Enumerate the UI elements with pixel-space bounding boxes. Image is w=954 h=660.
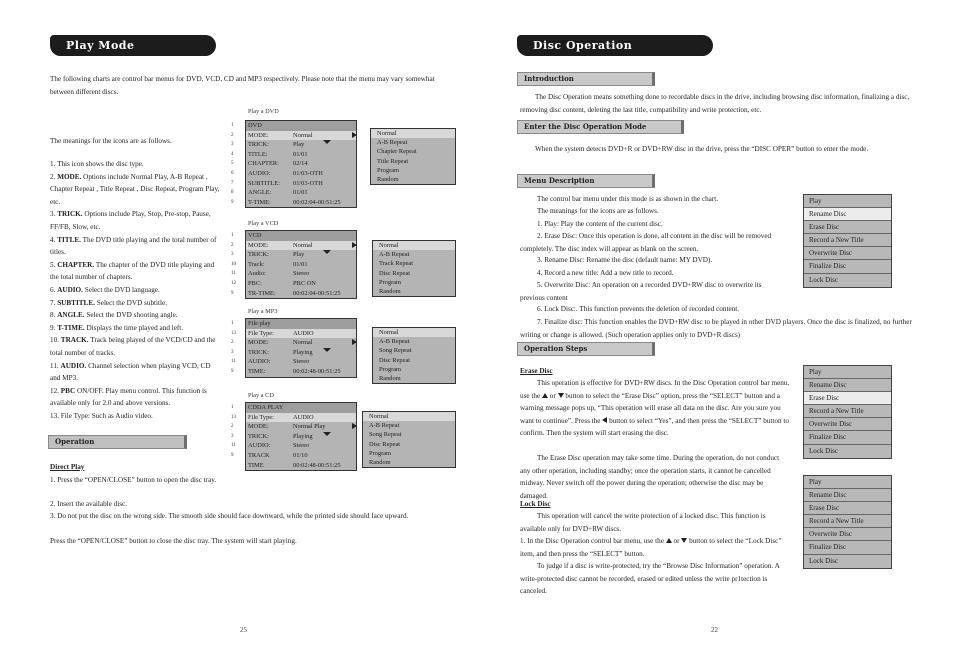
menu-callout-number: 5	[231, 161, 234, 167]
disc-type-label: VCD	[248, 232, 262, 239]
meaning-term: T-TIME.	[57, 323, 85, 332]
menu-row-key: TRICK:	[248, 251, 269, 259]
menu-desc-line-9-text: 7. Finalize disc: This function enables the DVD+RW disc to be played in other DVD players. Once the disc is finalized, no further writing or change is allowed. (Such operation applies only to DVD+R discs)	[520, 318, 912, 339]
icon-meaning-item	[50, 322, 222, 335]
disc-operation-menu	[803, 365, 892, 459]
menu-callout-number: 1	[231, 123, 234, 128]
direct-play-step-2: 2. Insert the available disc.	[50, 500, 128, 508]
menu-callout-number: 1	[231, 405, 234, 410]
menu-row-key: AUDIO:	[248, 442, 271, 450]
meaning-number: 12.	[50, 386, 59, 395]
meaning-number: 6.	[50, 285, 56, 294]
lock-text-a: This operation will cancel the write protection of a locked disc. This function is available only for DVD+RW discs.	[520, 512, 766, 533]
menu-desc-line-6: 4. Record a new title: Add a new title to record.	[537, 269, 674, 277]
meaning-term: CHAPTER.	[57, 260, 95, 269]
icon-meaning-item	[50, 309, 222, 322]
meaning-number: 1.	[50, 160, 56, 168]
menu-callout-number: 2	[231, 242, 234, 248]
menu-row-value: Playing	[293, 348, 313, 356]
meaning-text: Displays the time played and left.	[86, 323, 184, 332]
meaning-text: The chapter of the DVD title playing and the total number of chapters.	[50, 260, 215, 282]
enter-mode-body: When the system detects DVD+R or DVD+RW disc in the drive, press the “DISC OPER” button to enter the mode.	[535, 145, 869, 153]
menu-row[interactable]	[246, 289, 356, 299]
mode-option[interactable]: A-B Repeat	[369, 422, 400, 430]
meaning-text: The DVD title playing and the total number of titles.	[50, 235, 217, 257]
menu-desc-line-1: The control bar menu under this mode is as shown in the chart.	[537, 195, 719, 203]
menu-row-key: TRICK:	[248, 348, 269, 356]
mode-option[interactable]: Random	[379, 287, 401, 295]
disc-menu-item[interactable]: Play	[804, 366, 891, 379]
dvd-mode-options	[370, 128, 456, 185]
meaning-number: 5.	[50, 260, 56, 269]
meaning-term: TRACK.	[60, 336, 89, 345]
operation-steps-header: Operation Steps	[517, 342, 655, 356]
mode-option[interactable]: Normal	[371, 129, 455, 138]
menu-callout-number: 2	[231, 424, 234, 430]
disc-menu-item[interactable]: Overwrite Disc	[804, 528, 891, 541]
meaning-number: 10.	[50, 336, 59, 345]
menu-desc-line-7-text: 5. Overwrite Disc: An operation on a recorded DVD+RW disc to overwrite its previous content	[520, 281, 762, 302]
menu-callout-number: 2	[231, 132, 234, 138]
mode-option[interactable]: Program	[377, 166, 400, 174]
introduction-header: Introduction	[517, 72, 655, 86]
icon-meaning-item	[50, 334, 222, 359]
menu-row-key: TIME	[248, 461, 264, 469]
menu-row-key: MODE:	[248, 241, 269, 249]
meaning-term: AUDIO.	[60, 361, 87, 370]
dvd-disc-type-row	[246, 121, 356, 131]
meaning-text: Select the DVD subtitle.	[96, 298, 168, 307]
mp3-mode-options	[372, 327, 456, 384]
mode-option[interactable]: Random	[377, 175, 399, 183]
mode-option[interactable]: Disc Repeat	[379, 269, 411, 277]
menu-callout-number: 11	[231, 271, 236, 277]
menu-row[interactable]	[246, 461, 356, 471]
enter-mode-header: Enter the Disc Operation Mode	[517, 120, 684, 134]
lock-disc-para-2	[520, 535, 790, 560]
disc-menu-item[interactable]: Overwrite Disc	[804, 247, 891, 260]
play-mode-banner: Play Mode	[50, 35, 216, 56]
menu-row[interactable]	[246, 432, 356, 442]
erase-text-a: This operation is effective for DVD+RW discs. In the Disc Operation control bar menu, use the	[520, 379, 790, 400]
down-arrow-icon[interactable]	[323, 432, 331, 436]
menu-callout-number: 13	[231, 330, 236, 336]
menu-row[interactable]	[246, 260, 356, 270]
mode-option[interactable]: A-B Repeat	[377, 139, 408, 147]
menu-callout-number: 4	[231, 151, 234, 157]
menu-callout-number: 6	[231, 171, 234, 176]
menu-row-key: File Type:	[248, 413, 274, 421]
menu-row-key: MODE:	[248, 339, 269, 347]
menu-row[interactable]	[246, 198, 356, 208]
menu-row-key: MODE:	[248, 423, 269, 431]
menu-row[interactable]	[246, 179, 356, 189]
down-arrow-icon[interactable]	[323, 140, 331, 144]
down-arrow-icon[interactable]	[323, 348, 331, 352]
direct-play-step-4: Press the “OPEN/CLOSE” button to close the disc tray. The system will start playing.	[50, 537, 297, 545]
disc-menu-item[interactable]: Rename Disc	[804, 208, 891, 221]
meaning-text: Select the DVD shooting angle.	[86, 311, 178, 320]
mode-option[interactable]: Song Repeat	[379, 347, 412, 355]
menu-row-key: TITLE:	[248, 150, 268, 158]
mode-option[interactable]: Disc Repeat	[369, 440, 401, 448]
operation-section-header: Operation	[48, 435, 187, 449]
vcd-mode-options	[372, 240, 456, 297]
menu-callout-number: 9	[231, 453, 234, 458]
mode-option[interactable]: A-B Repeat	[379, 251, 410, 259]
mode-option[interactable]: Normal	[363, 412, 455, 421]
disc-menu-item[interactable]: Finalize Disc	[804, 431, 891, 444]
menu-row-key: TRICK:	[248, 432, 269, 440]
play-mode-intro: The following charts are control bar menus for DVD, VCD, CD and MP3 respectively. Please note that the menu may vary somewhat between different discs.	[50, 75, 435, 96]
menu-row[interactable]	[246, 338, 356, 348]
meaning-number: 3.	[50, 210, 56, 219]
menu-callout-number: 11	[231, 359, 236, 365]
mode-option[interactable]: Program	[379, 365, 402, 373]
menu-description-header: Menu Description	[517, 174, 655, 188]
meaning-text: Options include Play, Stop, Pre-stop, Pause, FF/FB, Slow, etc.	[50, 210, 211, 231]
menu-desc-line-9	[520, 316, 912, 341]
menu-row-value: 02/14	[293, 160, 308, 168]
meaning-text: Channel selection when playing VCD, CD and MP3.	[50, 361, 211, 383]
mode-option[interactable]: Track Repeat	[379, 260, 414, 268]
disc-operation-banner: Disc Operation	[517, 35, 713, 56]
erase-warning-paragraph	[520, 452, 790, 502]
meaning-term: TRICK.	[57, 210, 83, 219]
menu-row-key: AUDIO:	[248, 358, 271, 366]
menu-callout-number: 10	[231, 261, 236, 267]
menu-callout-number: 9	[231, 290, 234, 296]
menu-callout-number: 12	[231, 281, 236, 286]
vcd-disc-type-row	[246, 231, 356, 241]
cd-control-bar	[245, 402, 357, 471]
disc-operation-menu	[803, 194, 892, 288]
menu-row-key: TRICK:	[248, 141, 269, 149]
meaning-term: PBC	[60, 386, 76, 395]
menu-row[interactable]	[246, 250, 356, 260]
menu-row[interactable]	[246, 441, 356, 451]
menu-callout-number: 3	[231, 433, 234, 439]
menu-row-value: Stereo	[293, 270, 310, 278]
mode-option[interactable]: Normal	[373, 241, 455, 250]
meaning-text: Options include Normal Play, A-B Repeat , Chapter Repeat , Title Repeat , Disc Repeat, Program Play, etc.	[50, 172, 220, 206]
disc-menu-item[interactable]: Lock Disc	[809, 275, 838, 284]
menu-row-value: Stereo	[293, 442, 310, 450]
menu-row-key: AUDIO:	[248, 169, 271, 177]
mode-option[interactable]: Disc Repeat	[379, 356, 411, 364]
meaning-number: 7.	[50, 298, 56, 307]
disc-menu-item[interactable]: Record a New Title	[804, 405, 891, 418]
icon-meaning-item	[50, 171, 222, 209]
meaning-text: Select the DVD language.	[84, 285, 160, 294]
menu-callout-number: 1	[231, 321, 234, 326]
menu-row-key: Track:	[248, 260, 265, 268]
right-arrow-icon[interactable]	[352, 132, 357, 138]
menu-callout-number: 13	[231, 414, 236, 420]
direct-play-step-1: 1. Press the “OPEN/CLOSE” button to open the disc tray.	[50, 476, 217, 484]
erase-text-b: button to select the “Erase Disc” option, press the “SELECT” button and a warning message pops up, “This operation will erase all data on the disc. Are you sure you want to continue”.	[520, 391, 781, 425]
menu-row-value: 00:02:48-00:51:25	[293, 461, 341, 469]
menu-row[interactable]	[246, 413, 356, 423]
cd-mode-options	[362, 411, 456, 468]
down-arrow-icon	[681, 538, 687, 543]
mp3-disc-type-row	[246, 319, 356, 329]
menu-row-key: Audio:	[248, 270, 266, 278]
menu-row[interactable]	[246, 357, 356, 367]
lock-disc-para-1	[520, 510, 790, 535]
mode-option[interactable]: Normal	[373, 328, 455, 337]
menu-callout-number: 11	[231, 443, 236, 449]
meaning-number: 2.	[50, 172, 56, 181]
menu-callout-number: 9	[231, 369, 234, 374]
mp3-menu-title: Play a MP3	[248, 308, 278, 315]
menu-row-key: T-TIME:	[248, 198, 271, 206]
menu-row-value: Normal	[293, 241, 313, 249]
mode-option[interactable]: Song Repeat	[369, 431, 402, 439]
disc-menu-item[interactable]: Rename Disc	[804, 379, 891, 392]
disc-menu-item[interactable]: Erase Disc	[804, 392, 891, 405]
vcd-control-bar	[245, 230, 357, 299]
disc-menu-item[interactable]: Lock Disc	[809, 446, 838, 455]
right-arrow-icon[interactable]	[352, 339, 357, 345]
menu-row[interactable]	[246, 150, 356, 160]
erase-disc-paragraph	[520, 377, 790, 440]
menu-row[interactable]	[246, 422, 356, 432]
menu-row-value: Play	[293, 141, 305, 149]
disc-type-label: DVD	[248, 122, 262, 129]
menu-row[interactable]	[246, 131, 356, 141]
meaning-term: ANGLE.	[57, 311, 85, 320]
dvd-menu-title: Play a DVD	[248, 108, 279, 115]
down-arrow-icon[interactable]	[323, 250, 331, 254]
meaning-term: TITLE.	[57, 235, 81, 244]
up-arrow-icon	[666, 538, 672, 543]
menu-row-key: PBC:	[248, 279, 262, 287]
menu-row-value: 01/10	[293, 451, 308, 459]
mode-option[interactable]: Random	[369, 458, 391, 466]
icon-meaning-item	[50, 208, 222, 233]
menu-row[interactable]	[246, 367, 356, 377]
mode-option[interactable]: Random	[379, 374, 401, 382]
down-arrow-icon	[558, 393, 564, 398]
icon-meaning-item	[50, 360, 222, 385]
menu-row-key: TR-TIME:	[248, 289, 276, 297]
menu-row[interactable]	[246, 169, 356, 179]
mode-option[interactable]: A-B Repeat	[379, 338, 410, 346]
disc-menu-item[interactable]: Erase Disc	[804, 221, 891, 234]
erase-warning-text: The Erase Disc operation may take some time. During the operation, do not conduct any other operation, including standby; once the operation starts, it cannot be cancelled midway. Never switch off the power during the operation; otherwise the disc may be damaged.	[520, 454, 780, 500]
disc-menu-item[interactable]: Erase Disc	[804, 502, 891, 515]
right-arrow-icon[interactable]	[352, 423, 357, 429]
icon-meaning-item	[50, 410, 222, 423]
meaning-term: SUBTITLE.	[57, 298, 95, 307]
meaning-text: Track being played of the VCD/CD and the total number of tracks.	[50, 336, 216, 357]
erase-disc-title: Erase Disc	[520, 367, 553, 375]
cd-disc-type-row	[246, 403, 356, 413]
menu-row-value: 01/03-OTH	[293, 169, 323, 177]
erase-text-c: Press the	[574, 416, 601, 425]
introduction-text	[520, 91, 910, 116]
menu-callout-number: 3	[231, 142, 234, 148]
mode-option[interactable]: Program	[379, 278, 402, 286]
disc-menu-item[interactable]: Finalize Disc	[804, 260, 891, 273]
menu-row-value: Normal Play	[293, 423, 326, 431]
menu-row-key: TRACK	[248, 451, 270, 459]
menu-row-value: 01/01	[293, 260, 308, 268]
menu-row-value: 01/01	[293, 150, 308, 158]
meanings-intro: The meanings for the icons are as follows.	[50, 137, 172, 145]
menu-row[interactable]	[246, 241, 356, 251]
disc-operation-menu	[803, 475, 892, 569]
up-arrow-icon	[542, 393, 548, 398]
meaning-text: File Type: Such as Audio video.	[60, 411, 153, 420]
icon-meaning-item	[50, 259, 222, 284]
menu-row[interactable]	[246, 329, 356, 339]
meaning-text: ON/OFF. Play menu control. This function is available only for 2.0 and above versions.	[50, 386, 207, 408]
menu-row-key: TIME:	[248, 367, 266, 375]
meaning-number: 4.	[50, 235, 56, 244]
menu-row-key: ANGLE:	[248, 189, 272, 197]
lock-text-c: button to select the “Lock Disc” item, and then press the “SELECT” button.	[520, 537, 782, 558]
menu-row[interactable]	[246, 451, 356, 461]
menu-row[interactable]	[246, 140, 356, 150]
icon-meanings-list	[50, 158, 222, 422]
mp3-control-bar	[245, 318, 357, 378]
menu-row-key: CHAPTER:	[248, 160, 279, 168]
menu-desc-line-4-text: 2. Erase Disc: Once this operation is done, all content in the disc will be removed completely. The disc index will appear as blank on the screen.	[520, 232, 772, 253]
menu-desc-line-8: 6. Lock Disc:. This function prevents the deletion of recorded content.	[537, 305, 740, 313]
icon-meaning-item	[50, 385, 222, 410]
meaning-number: 8.	[50, 311, 56, 320]
menu-row[interactable]	[246, 279, 356, 289]
meaning-number: 13.	[50, 411, 59, 420]
menu-row[interactable]	[246, 159, 356, 169]
introduction-body: The Disc Operation means something done to recordable discs in the drive, including browsing disc information, finalizing a disc, removing disc content, deleting the last title, compatibility and write protection, etc.	[520, 93, 910, 114]
disc-type-label: File play	[248, 320, 271, 327]
menu-row-value: 00:02:04-00:51:25	[293, 289, 341, 297]
meaning-number: 11.	[50, 361, 59, 370]
disc-menu-item[interactable]: Play	[804, 195, 891, 208]
disc-menu-item[interactable]: Record a New Title	[804, 234, 891, 247]
menu-row-value: 00:02:48-00:51:25	[293, 367, 341, 375]
menu-desc-line-2: The meanings for the icons are as follows.	[537, 207, 659, 215]
menu-callout-number: 2	[231, 340, 234, 346]
meaning-term: AUDIO.	[57, 285, 83, 294]
dvd-control-bar	[245, 120, 357, 208]
mode-option[interactable]: Chapter Repeat	[377, 148, 417, 156]
disc-menu-item[interactable]: Record a New Title	[804, 515, 891, 528]
meaning-term: MODE.	[57, 172, 82, 181]
menu-row-value: 00:02:04-00:51:25	[293, 198, 341, 206]
lock-disc-para-3	[520, 560, 790, 598]
menu-callout-number: 1	[231, 233, 234, 238]
menu-desc-line-3: 1. Play: Play the content of the current disc.	[537, 220, 663, 228]
menu-row-value: Stereo	[293, 358, 310, 366]
menu-callout-number: 9	[231, 199, 234, 205]
disc-menu-item[interactable]: Lock Disc	[809, 556, 838, 565]
menu-desc-line-7	[520, 279, 782, 304]
erase-text-or: or	[549, 391, 556, 400]
meaning-text: This icon shows the disc type.	[57, 160, 144, 168]
vcd-menu-title: Play a VCD	[248, 220, 279, 227]
direct-play-step-3: 3. Do not put the disc on the wrong side. The smooth side should face downward, while the printed side should face upward.	[50, 512, 409, 520]
page-number-left: 25	[240, 626, 247, 634]
disc-menu-item[interactable]: Finalize Disc	[804, 541, 891, 554]
icon-meaning-item	[50, 297, 222, 310]
meaning-number: 9.	[50, 323, 56, 332]
disc-menu-item[interactable]: Overwrite Disc	[804, 418, 891, 431]
menu-row-value: Normal	[293, 131, 313, 139]
menu-callout-number: 8	[231, 190, 234, 196]
mode-option[interactable]: Title Repeat	[377, 157, 409, 165]
menu-row[interactable]	[246, 269, 356, 279]
lock-text-or: or	[673, 537, 680, 545]
mode-option[interactable]: Program	[369, 449, 392, 457]
icon-meaning-item	[50, 234, 222, 259]
icon-meaning-item	[50, 158, 222, 171]
disc-type-label: CDDA PLAY	[248, 404, 284, 411]
lock-text-b: 1. In the Disc Operation control bar menu, use the	[520, 537, 664, 545]
menu-row[interactable]	[246, 188, 356, 198]
menu-row-value: AUDIO	[293, 329, 314, 337]
menu-row-key: MODE:	[248, 131, 269, 139]
menu-row-value: 01/01	[293, 189, 308, 197]
cd-menu-title: Play a CD	[248, 392, 274, 399]
menu-desc-line-5: 3. Rename Disc: Rename the disc (default name: MY DVD).	[537, 256, 713, 264]
menu-row-value: 01/03-OTH	[293, 179, 323, 187]
lock-disc-title: Lock Disc	[520, 500, 551, 508]
menu-row-value: Playing	[293, 432, 313, 440]
erase-text-d: button to select “Yes”, and then press the “SELECT” button to confirm. Then the system will start erasing the disc.	[520, 416, 789, 438]
page-number-right: 22	[711, 626, 718, 634]
menu-row-value: Play	[293, 251, 305, 259]
menu-callout-number: 7	[231, 180, 234, 186]
enter-mode-text	[520, 143, 912, 156]
menu-row-value: AUDIO	[293, 413, 314, 421]
menu-desc-line-4	[520, 230, 780, 255]
icon-meaning-item	[50, 284, 222, 297]
menu-row[interactable]	[246, 348, 356, 358]
lock-text-d: To judge if a disc is write-protected, try the “Browse Disc Information” operation. A write-protected disc cannot be recorded, erased or edited unless the write pr1tection is canceled.	[520, 562, 780, 596]
menu-row-value: Normal	[293, 339, 313, 347]
menu-callout-number: 3	[231, 349, 234, 355]
menu-row-key: SUBTITLE:	[248, 179, 280, 187]
right-arrow-icon[interactable]	[352, 242, 357, 248]
menu-row-value: PBC ON	[293, 279, 316, 287]
menu-row-key: File Type:	[248, 329, 274, 337]
direct-play-title: Direct Play	[50, 463, 85, 471]
menu-callout-number: 3	[231, 252, 234, 258]
disc-menu-item[interactable]: Rename Disc	[804, 489, 891, 502]
left-arrow-icon	[602, 417, 607, 423]
disc-menu-item[interactable]: Play	[804, 476, 891, 489]
